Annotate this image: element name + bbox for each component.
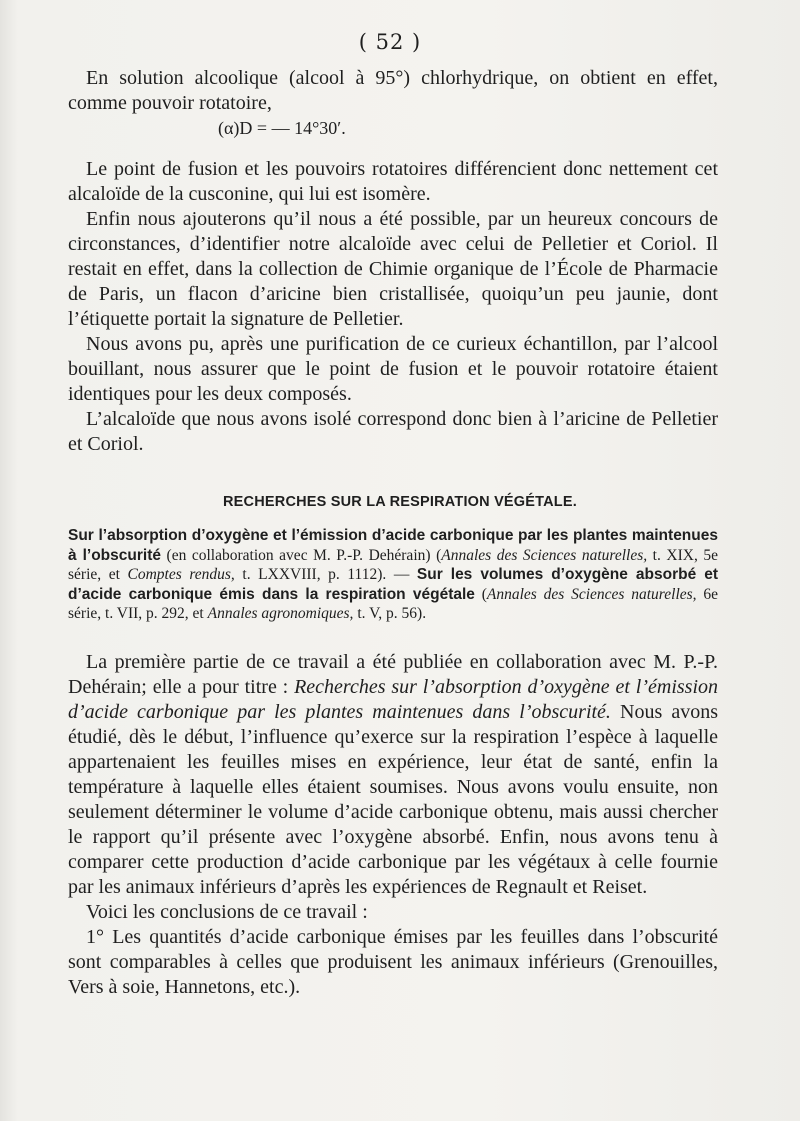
paragraph: La première partie de ce travail a été publiée en collaboration avec M. P.-P. Dehérain; elle a pour titre : Recherches sur l’absorption d’oxygène et l’émission d’acide carbonique par les plantes maintenues dans l’obscurité. Nous avons étudié, dès le début, l’influence qu’exerce sur la respiration l’espèce à laquelle appartenaient les feuilles mises en expérience, leur état de santé, enfin la température à laquelle elles étaient soumises. Nous avons voulu ensuite, non seulement déterminer le volume d’acide carbonique obtenu, mais aussi chercher le rapport qu’il présente avec l’oxygène absorbé. Enfin, nous avons tenu à comparer cette production d’acide carbonique par les végétaux à celle fournie par les animaux inférieurs d’après les expériences de Regnault et Reiset. bbox=[68, 651, 718, 898]
paragraph: Enfin nous ajouterons qu’il nous a été possible, par un heureux concours de circonstances, d’identifier notre alcaloïde avec celui de Pelletier et Coriol. Il restait en effet, dans la collection de Chimie organique de l’École de Pharmacie de Paris, un flacon d’aricine bien cristallisée, quoiqu’un peu jaunie, dont l’étiquette portait la signature de Pelletier. bbox=[68, 208, 718, 330]
journal-name: Annales des Sciences naturelles, bbox=[486, 585, 697, 603]
section-alkaloid bbox=[68, 66, 718, 457]
rotation-formula: (α)D = — 14°30′. bbox=[218, 118, 346, 138]
bibliography-abstract bbox=[68, 526, 718, 624]
paragraph: Le point de fusion et les pouvoirs rotatoires différencient donc nettement cet alcaloïde de la cusconine, qui lui est isomère. bbox=[68, 158, 718, 205]
journal-name: Comptes rendus, bbox=[127, 566, 235, 583]
journal-name: Annales agronomiques, bbox=[207, 605, 354, 622]
section-heading: RECHERCHES SUR LA RESPIRATION VÉGÉTALE. bbox=[223, 494, 577, 510]
paragraph: En solution alcoolique (alcool à 95°) chlorhydrique, on obtient en effet, comme pouvoir rotatoire, bbox=[68, 67, 718, 114]
paragraph: Voici les conclusions de ce travail : bbox=[86, 901, 368, 923]
paragraph: Nous avons pu, après une purification de ce curieux échantillon, par l’alcool bouillant, nous assurer que le point de fusion et le pouvoir rotatoire étaient identiques pour les deux composés. bbox=[68, 333, 718, 405]
paragraph: 1° Les quantités d’acide carbonique émises par les feuilles dans l’obscurité sont comparables à celles que produisent les animaux inférieurs (Grenouilles, Vers à soie, Hannetons, etc.). bbox=[68, 926, 718, 998]
paragraph: L’alcaloïde que nous avons isolé correspond donc bien à l’aricine de Pelletier et Coriol. bbox=[68, 408, 718, 455]
section-respiration bbox=[68, 650, 718, 1000]
page-number: ( 52 ) bbox=[358, 30, 422, 54]
bibliography-entry: Sur l’absorption d’oxygène et l’émission d’acide carbonique par les plantes maintenues à l’obscurité (en collaboration avec M. P.-P. Dehérain) (Annales des Sciences naturelles, t. XIX, 5e série, et Comptes rendus, t. LXXVIII, p. 1112). — Sur les volumes d’oxygène absorbé et d’acide carbonique émis dans la respiration végétale (Annales des Sciences naturelles, 6e série, t. VII, p. 292, et Annales agronomiques, t. V, p. 56). bbox=[68, 527, 718, 622]
article-title: Sur l’absorption d’oxygène et l’émission d’acide carbonique par les plantes maintenues à l’obscurité bbox=[68, 527, 718, 564]
article-title: Sur les volumes d’oxygène absorbé et d’acide carbonique émis dans la respiration végétale bbox=[68, 566, 718, 603]
work-title: Recherches sur l’absorption d’oxygène et l’émission d’acide carbonique par les plantes maintenues dans l’obscurité. bbox=[68, 676, 718, 723]
journal-name: Annales des Sciences naturelles, bbox=[441, 546, 648, 564]
